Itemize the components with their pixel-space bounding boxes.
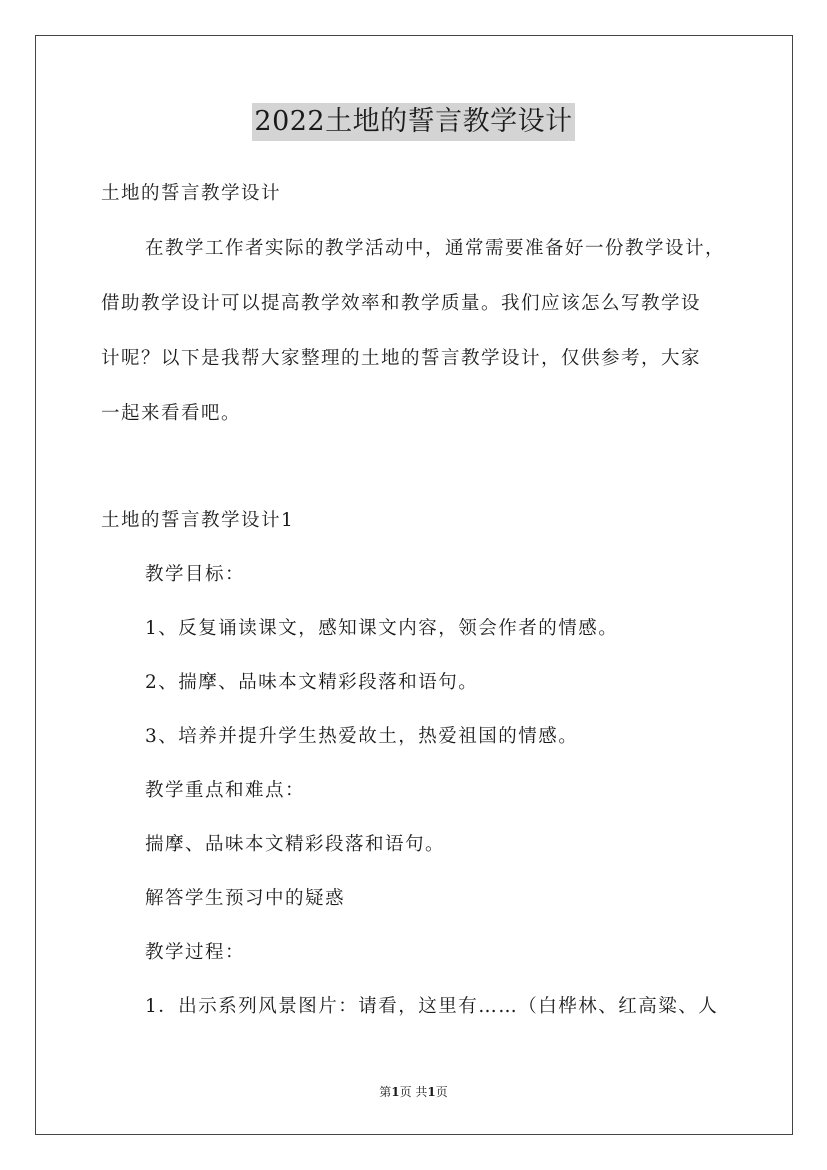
document-title: 2022土地的誓言教学设计: [252, 103, 574, 141]
intro-line-1: 在教学工作者实际的教学活动中，通常需要准备好一份教学设计，: [145, 238, 726, 259]
process-heading: 教学过程：: [145, 942, 246, 963]
section-heading: 土地的誓言教学设计1: [101, 510, 295, 531]
process-step-1: 1．出示系列风景图片：请看，这里有……（白桦林、红高粱、人: [145, 996, 719, 1017]
footer-page-prefix: 第: [379, 1085, 392, 1099]
subtitle: 土地的誓言教学设计: [101, 183, 282, 204]
intro-line-2: 借助教学设计可以提高教学效率和教学质量。我们应该怎么写教学设: [101, 293, 702, 314]
footer-page-current: 1: [391, 1085, 400, 1099]
intro-line-3: 计呢？以下是我帮大家整理的土地的誓言教学设计，仅供参考，大家: [101, 348, 702, 369]
goal-item-3: 3、培养并提升学生热爱故土，热爱祖国的情感。: [145, 726, 579, 747]
footer-page-suffix: 页: [435, 1085, 448, 1099]
key-heading: 教学重点和难点：: [145, 780, 306, 801]
key-point-1: 揣摩、品味本文精彩段落和语句。: [145, 834, 446, 855]
footer-page-total: 1: [427, 1085, 436, 1099]
key-point-2: 解答学生预习中的疑惑: [145, 888, 346, 909]
intro-line-4: 一起来看看吧。: [101, 403, 242, 424]
footer-page-mid: 页 共: [399, 1085, 428, 1099]
title-wrap: [0, 103, 827, 141]
goals-heading: 教学目标：: [145, 564, 246, 585]
goal-item-1: 1、反复诵读课文，感知课文内容，领会作者的情感。: [145, 618, 619, 639]
page-footer: [0, 1084, 827, 1100]
goal-item-2: 2、揣摩、品味本文精彩段落和语句。: [145, 672, 479, 693]
